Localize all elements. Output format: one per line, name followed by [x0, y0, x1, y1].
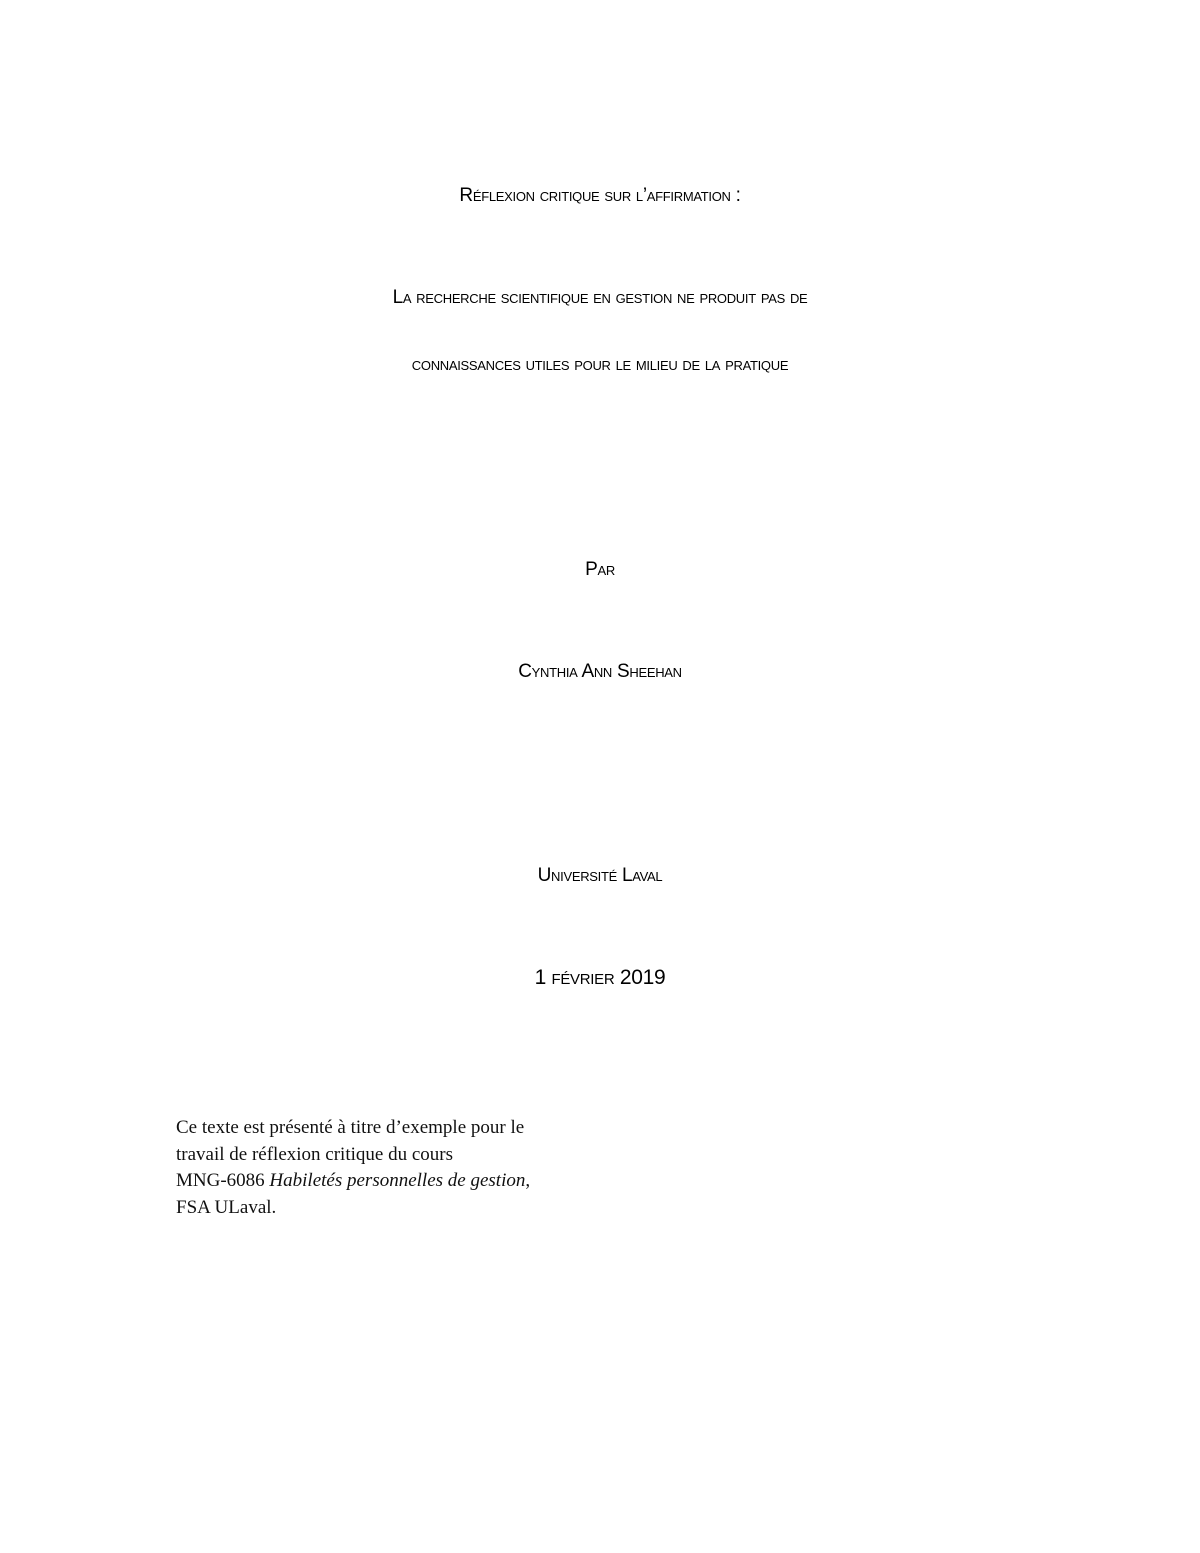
- title-line-3: connaissances utiles pour le milieu de la pratique: [411, 354, 789, 375]
- course-suffix: ,: [525, 1170, 531, 1191]
- byline-par: Par: [585, 559, 615, 580]
- note-line-3: [176, 1168, 636, 1195]
- course-title: Habiletés personnelles de gestion: [269, 1170, 526, 1191]
- usage-note: [176, 1115, 636, 1221]
- course-code: MNG-6086: [176, 1170, 265, 1191]
- title-line-2: La recherche scientifique en gestion ne produit pas de: [392, 287, 808, 308]
- document-date: 1 février 2019: [534, 966, 666, 989]
- author-name: Cynthia Ann Sheehan: [518, 661, 682, 682]
- note-line-2: travail de réflexion critique du cours: [176, 1143, 453, 1165]
- note-line-4: FSA ULaval.: [176, 1196, 277, 1218]
- title-line-1: Réflexion critique sur l’affirmation :: [459, 185, 741, 206]
- institution-name: Université Laval: [537, 865, 663, 886]
- note-line-1: Ce texte est présenté à titre d’exemple pour le: [176, 1117, 525, 1138]
